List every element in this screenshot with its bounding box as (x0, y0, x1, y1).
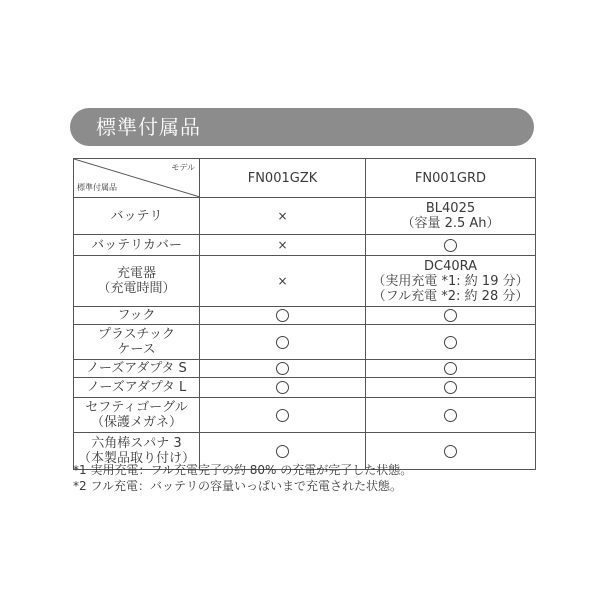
table-row (74, 325, 536, 360)
row-label-line: ケース (117, 342, 156, 357)
table-header-row (74, 159, 536, 198)
corner-cell (74, 159, 200, 198)
cell-gzk (200, 235, 366, 256)
table-row (74, 235, 536, 256)
section-title: 標準付属品 (96, 115, 201, 139)
cross-icon: × (277, 273, 288, 288)
row-label-line: プラスチック (98, 327, 175, 342)
table-row (74, 198, 536, 235)
accessories-table (73, 158, 536, 470)
cross-icon: × (277, 237, 288, 252)
table-row (74, 360, 536, 378)
circle-icon (444, 445, 457, 458)
row-label (74, 398, 200, 433)
cell-grd (366, 256, 536, 307)
circle-icon (444, 239, 457, 252)
cell-line: BL4025 (425, 201, 476, 216)
cell-gzk (200, 198, 366, 235)
cell-grd (366, 307, 536, 325)
circle-icon (276, 362, 289, 375)
row-label: ノーズアダプタ L (74, 378, 200, 398)
footnotes (73, 462, 412, 494)
cell-line: （実用充電 *1: 約 19 分） (372, 273, 529, 289)
cell-grd (366, 378, 536, 398)
circle-icon (444, 409, 457, 422)
cell-gzk (200, 325, 366, 360)
table-row (74, 256, 536, 307)
row-label (74, 325, 200, 360)
circle-icon (276, 309, 289, 322)
cell-line: （フル充電 *2: 約 28 分） (372, 288, 529, 304)
cross-icon: × (277, 208, 288, 223)
section-header (70, 108, 534, 146)
row-label-line: （保護メガネ） (90, 415, 182, 430)
row-label: フック (74, 307, 200, 325)
cell-gzk (200, 360, 366, 378)
table-row (74, 307, 536, 325)
footnote: *2 フル充電：バッテリの容量いっぱいまで充電された状態。 (73, 479, 402, 493)
circle-icon (444, 381, 457, 394)
row-label-line: 充電器 (116, 266, 156, 281)
row-label: バッテリ (74, 198, 200, 235)
table-row (74, 378, 536, 398)
row-label (74, 256, 200, 307)
circle-icon (276, 409, 289, 422)
circle-icon (444, 309, 457, 322)
corner-model-label: モデル (171, 163, 195, 172)
cell-gzk (200, 398, 366, 433)
cell-gzk (200, 307, 366, 325)
column-header-grd: FN001GRD (366, 159, 536, 198)
circle-icon (276, 336, 289, 349)
cell-grd (366, 235, 536, 256)
corner-item-label: 標準付属品 (77, 183, 117, 192)
row-label-line: セフティゴーグル (85, 400, 188, 415)
cell-grd (366, 198, 536, 235)
cell-gzk (200, 256, 366, 307)
circle-icon (444, 362, 457, 375)
row-label: バッテリカバー (74, 235, 200, 256)
circle-icon (444, 336, 457, 349)
table-row (74, 398, 536, 433)
cell-gzk (200, 378, 366, 398)
row-label-line: 六角棒スパナ 3 (91, 436, 182, 451)
row-label-line: （本製品取り付け） (77, 451, 195, 466)
footnote: *1 実用充電：フル充電完了の約 80% の充電が完了した状態。 (73, 463, 413, 477)
row-label: ノーズアダプタ S (74, 360, 200, 378)
circle-icon (276, 381, 289, 394)
column-header-gzk: FN001GZK (200, 159, 366, 198)
circle-icon (276, 445, 289, 458)
cell-grd (366, 360, 536, 378)
cell-line: （容量 2.5 Ah） (401, 216, 500, 231)
cell-line: DC40RA (423, 258, 478, 274)
cell-grd (366, 325, 536, 360)
cell-grd (366, 398, 536, 433)
row-label-line: （充電時間） (97, 281, 176, 296)
